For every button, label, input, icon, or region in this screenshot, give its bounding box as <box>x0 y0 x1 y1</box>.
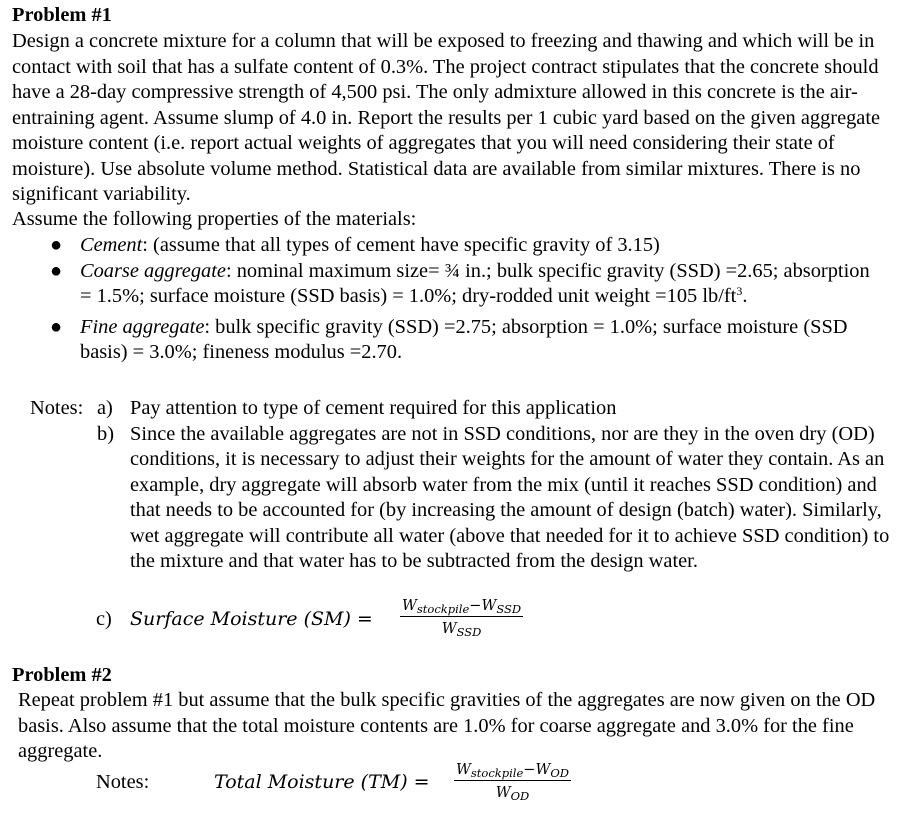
formula-fraction <box>454 762 571 803</box>
note-b <box>30 422 890 575</box>
property-cement <box>12 233 882 259</box>
material-properties-list <box>12 233 882 366</box>
property-tail: . <box>742 285 748 307</box>
notes-label: Notes: <box>30 397 84 419</box>
fraction-numerator <box>454 762 571 781</box>
note-text: Pay attention to type of cement required for this application <box>130 397 617 419</box>
property-text: : nominal maximum size= ¾ in.; bulk specific gravity (SSD) =2.65; absorption = 1.5%; surface moisture (SSD basis) = 1.0%; dry-rodded unit weight =105 lb/ft <box>80 259 870 307</box>
assume-intro: Assume the following properties of the materials: <box>12 208 417 230</box>
property-text: : (assume that all types of cement have specific gravity of 3.15) <box>142 234 660 256</box>
w-symbol: W <box>535 762 551 778</box>
formula-fraction <box>400 598 523 639</box>
problem-1-paragraph: Design a concrete mixture for a column that will be exposed to freezing and thawing and which will be in contact with soil that has a sulfate content of 0.3%. The project contract stipulates that the concrete should have a 28-day compressive strength of 4,500 psi. The only admixture allowed in this concrete is the air-entraining agent. Assume slump of 4.0 in. Report the results per 1 cubic yard based on the given aggregate moisture content (i.e. report actual weights of aggregates that you will need considering their state of moisture). Use absolute volume method. Statistical data are available from similar mixtures. There is no significant variability. <box>12 30 881 205</box>
formula-lhs: Total Moisture (TM) = <box>214 771 430 793</box>
w-symbol: W <box>495 785 511 801</box>
property-text: : bulk specific gravity (SSD) =2.75; absorption = 1.0%; surface moisture (SSD basis) = 3.0%; fineness modulus =2.70. <box>80 315 848 363</box>
problem-2-heading: Problem #2 <box>12 664 112 686</box>
w-symbol: W <box>441 621 457 637</box>
note-letter: b) <box>97 422 114 445</box>
property-term: Fine aggregate <box>80 315 205 338</box>
subscript: SSD <box>496 602 522 616</box>
w-symbol: W <box>456 762 471 778</box>
problem-1-heading: Problem #1 <box>12 4 112 26</box>
bullet-icon: ● <box>50 259 63 282</box>
subscript: OD <box>550 766 570 780</box>
property-fine-aggregate <box>12 315 882 366</box>
superscript: 3 <box>736 284 743 298</box>
subscript: stockpile <box>416 602 470 616</box>
minus-sign: − <box>523 762 536 778</box>
fraction-numerator <box>400 598 523 617</box>
w-symbol: W <box>481 598 497 614</box>
w-symbol: W <box>402 598 417 614</box>
formula-lhs: Surface Moisture (SM) = <box>130 608 373 630</box>
notes-label: Notes: <box>96 771 150 793</box>
note-letter: c) <box>96 608 112 630</box>
note-a <box>30 396 890 422</box>
subscript: OD <box>510 789 530 803</box>
bullet-icon: ● <box>50 234 63 256</box>
note-text: Since the available aggregates are not in SSD conditions, nor are they in the oven dry (OD) conditions, it is necessary to adjust their weights for the amount of water they contain. As an example, dry aggregate will absorb water from the mix (until it reaches SSD condition) and that needs to be accounted for (by increasing the amount of design (batch) water). Similarly, wet aggregate will contribute all water (above that needed for it to achieve SSD condition) to the mixture and that water has to be subtracted from the design water. <box>130 422 890 572</box>
property-coarse-aggregate <box>12 259 882 310</box>
bullet-icon: ● <box>50 315 63 338</box>
problem-2-paragraph: Repeat problem #1 but assume that the bulk specific gravities of the aggregates are now given on the OD basis. Also assume that the total moisture contents are 1.0% for coarse aggregate and 3.0% for the fine aggregate. <box>18 689 876 762</box>
property-term: Cement <box>80 234 143 256</box>
problem-1-notes <box>30 396 890 575</box>
note-letter: a) <box>97 397 113 419</box>
property-term: Coarse aggregate <box>80 259 226 282</box>
minus-sign: − <box>469 598 482 614</box>
fraction-denominator <box>400 617 523 639</box>
subscript: stockpile <box>470 766 524 780</box>
subscript: SSD <box>456 625 482 639</box>
fraction-denominator <box>454 781 571 803</box>
